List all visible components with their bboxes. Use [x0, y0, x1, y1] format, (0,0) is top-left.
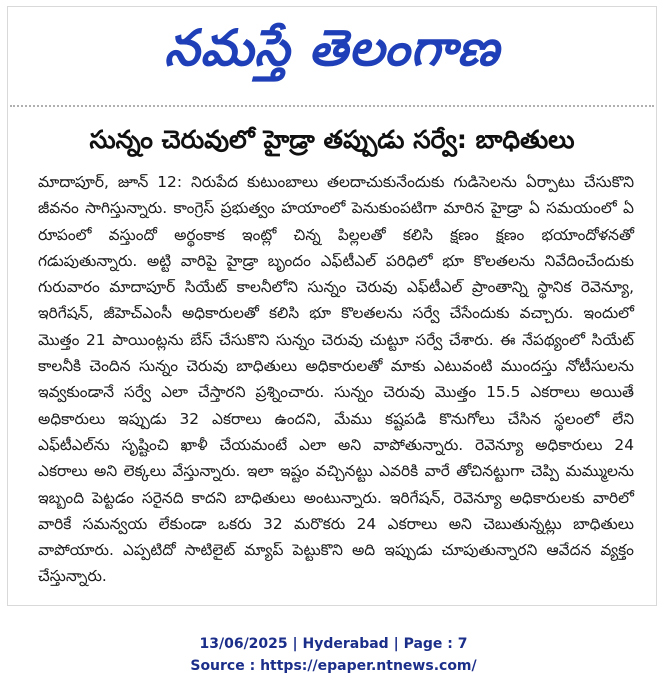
source-link[interactable]: Source : https://epaper.ntnews.com/ — [190, 658, 477, 674]
masthead-divider — [10, 105, 654, 107]
newspaper-clipping — [7, 6, 657, 606]
article-body: మాదాపూర్, జూన్ 12: నిరుపేద కుటుంబాలు తలదాచుకునేందుకు గుడిసెలను ఏర్పాటు చేసుకొని జీవనం సాగిస్తున్నారు. కాంగ్రెస్ ప్రభుత్వం హయాంలో పెనుకుంపటిగా మారిన హైడ్రా ఏ సమయంలో ఏ రూపంలో వస్తుందో అర్థంకాక ఇంట్లో చిన్న పిల్లలతో కలిసి క్షణం క్షణం భయాందోళనతో గడుపుతున్నారు. అట్టి వారిపై హైడ్రా బృందం ఎఫ్‌టీఎల్ పరిధిలో భూ కొలతలను నివేదించేందుకు గురువారం మాదాపూర్ సియేట్ కాలనీలోని సున్నం చెరువు ఎఫ్‌టీఎల్ ప్రాంతాన్ని స్థానిక రెవెన్యూ, ఇరిగేషన్, జీహెచ్‌ఎంసీ అధికారులతో కలిసి భూ కొలతలను సర్వే చేసేందుకు వచ్చారు. ఇందులో మొత్తం 21 పాయింట్లను బేస్ చేసుకొని సున్నం చెరువు చుట్టూ సర్వే చేశారు. ఈ నేపథ్యంలో సియేట్ కాలనీకి చెందిన సున్నం చెరువు బాధితులు అధికారులతో మాకు ఎటువంటి ముందస్తు నోటీసులను ఇవ్వకుండానే సర్వే ఎలా చేస్తారని ప్రశ్నించారు. సున్నం చెరువు మొత్తం 15.5 ఎకరాలు అయితే అధికారులు ఇప్పుడు 32 ఎకరాలు ఉందని, మేము కష్టపడి కొనుగోలు చేసిన స్థలంలో లేని ఎఫ్‌టీఎల్‌ను సృష్టించి ఖాళీ చేయమంటే ఎలా అని వాపోతున్నారు. రెవెన్యూ అధికారులు 24 ఎకరాలు అని లెక్కలు వేస్తున్నారు. ఇలా ఇష్టం వచ్చినట్టు ఎవరికి వారే తోచినట్టుగా చెప్పి మమ్ములను ఇబ్బంది పెట్టడం సరైనది కాదని బాధితులు అంటున్నారు. ఇరిగేషన్, రెవెన్యూ అధికారులకు వారిలో వారికే సమన్వయ లేకుండా ఒకరు 32 మరొకరు 24 ఎకరాలు అని చెబుతున్నట్లు బాధితులు వాపోయారు. ఎప్పటిదో సాటిలైట్ మ్యాప్ పెట్టుకొని అది ఇప్పుడు చూపుతున్నారని ఆవేదన వ్యక్తం చేస్తున్నారు. — [38, 173, 634, 586]
masthead-logo: నమస్తే తెలంగాణ — [164, 19, 500, 77]
article-headline: సున్నం చెరువులో హైడ్రా తప్పుడు సర్వే: బాధితులు — [89, 125, 575, 154]
publication-info: 13/06/2025 | Hyderabad | Page : 7 — [199, 636, 468, 652]
clipping-footer — [0, 633, 667, 677]
